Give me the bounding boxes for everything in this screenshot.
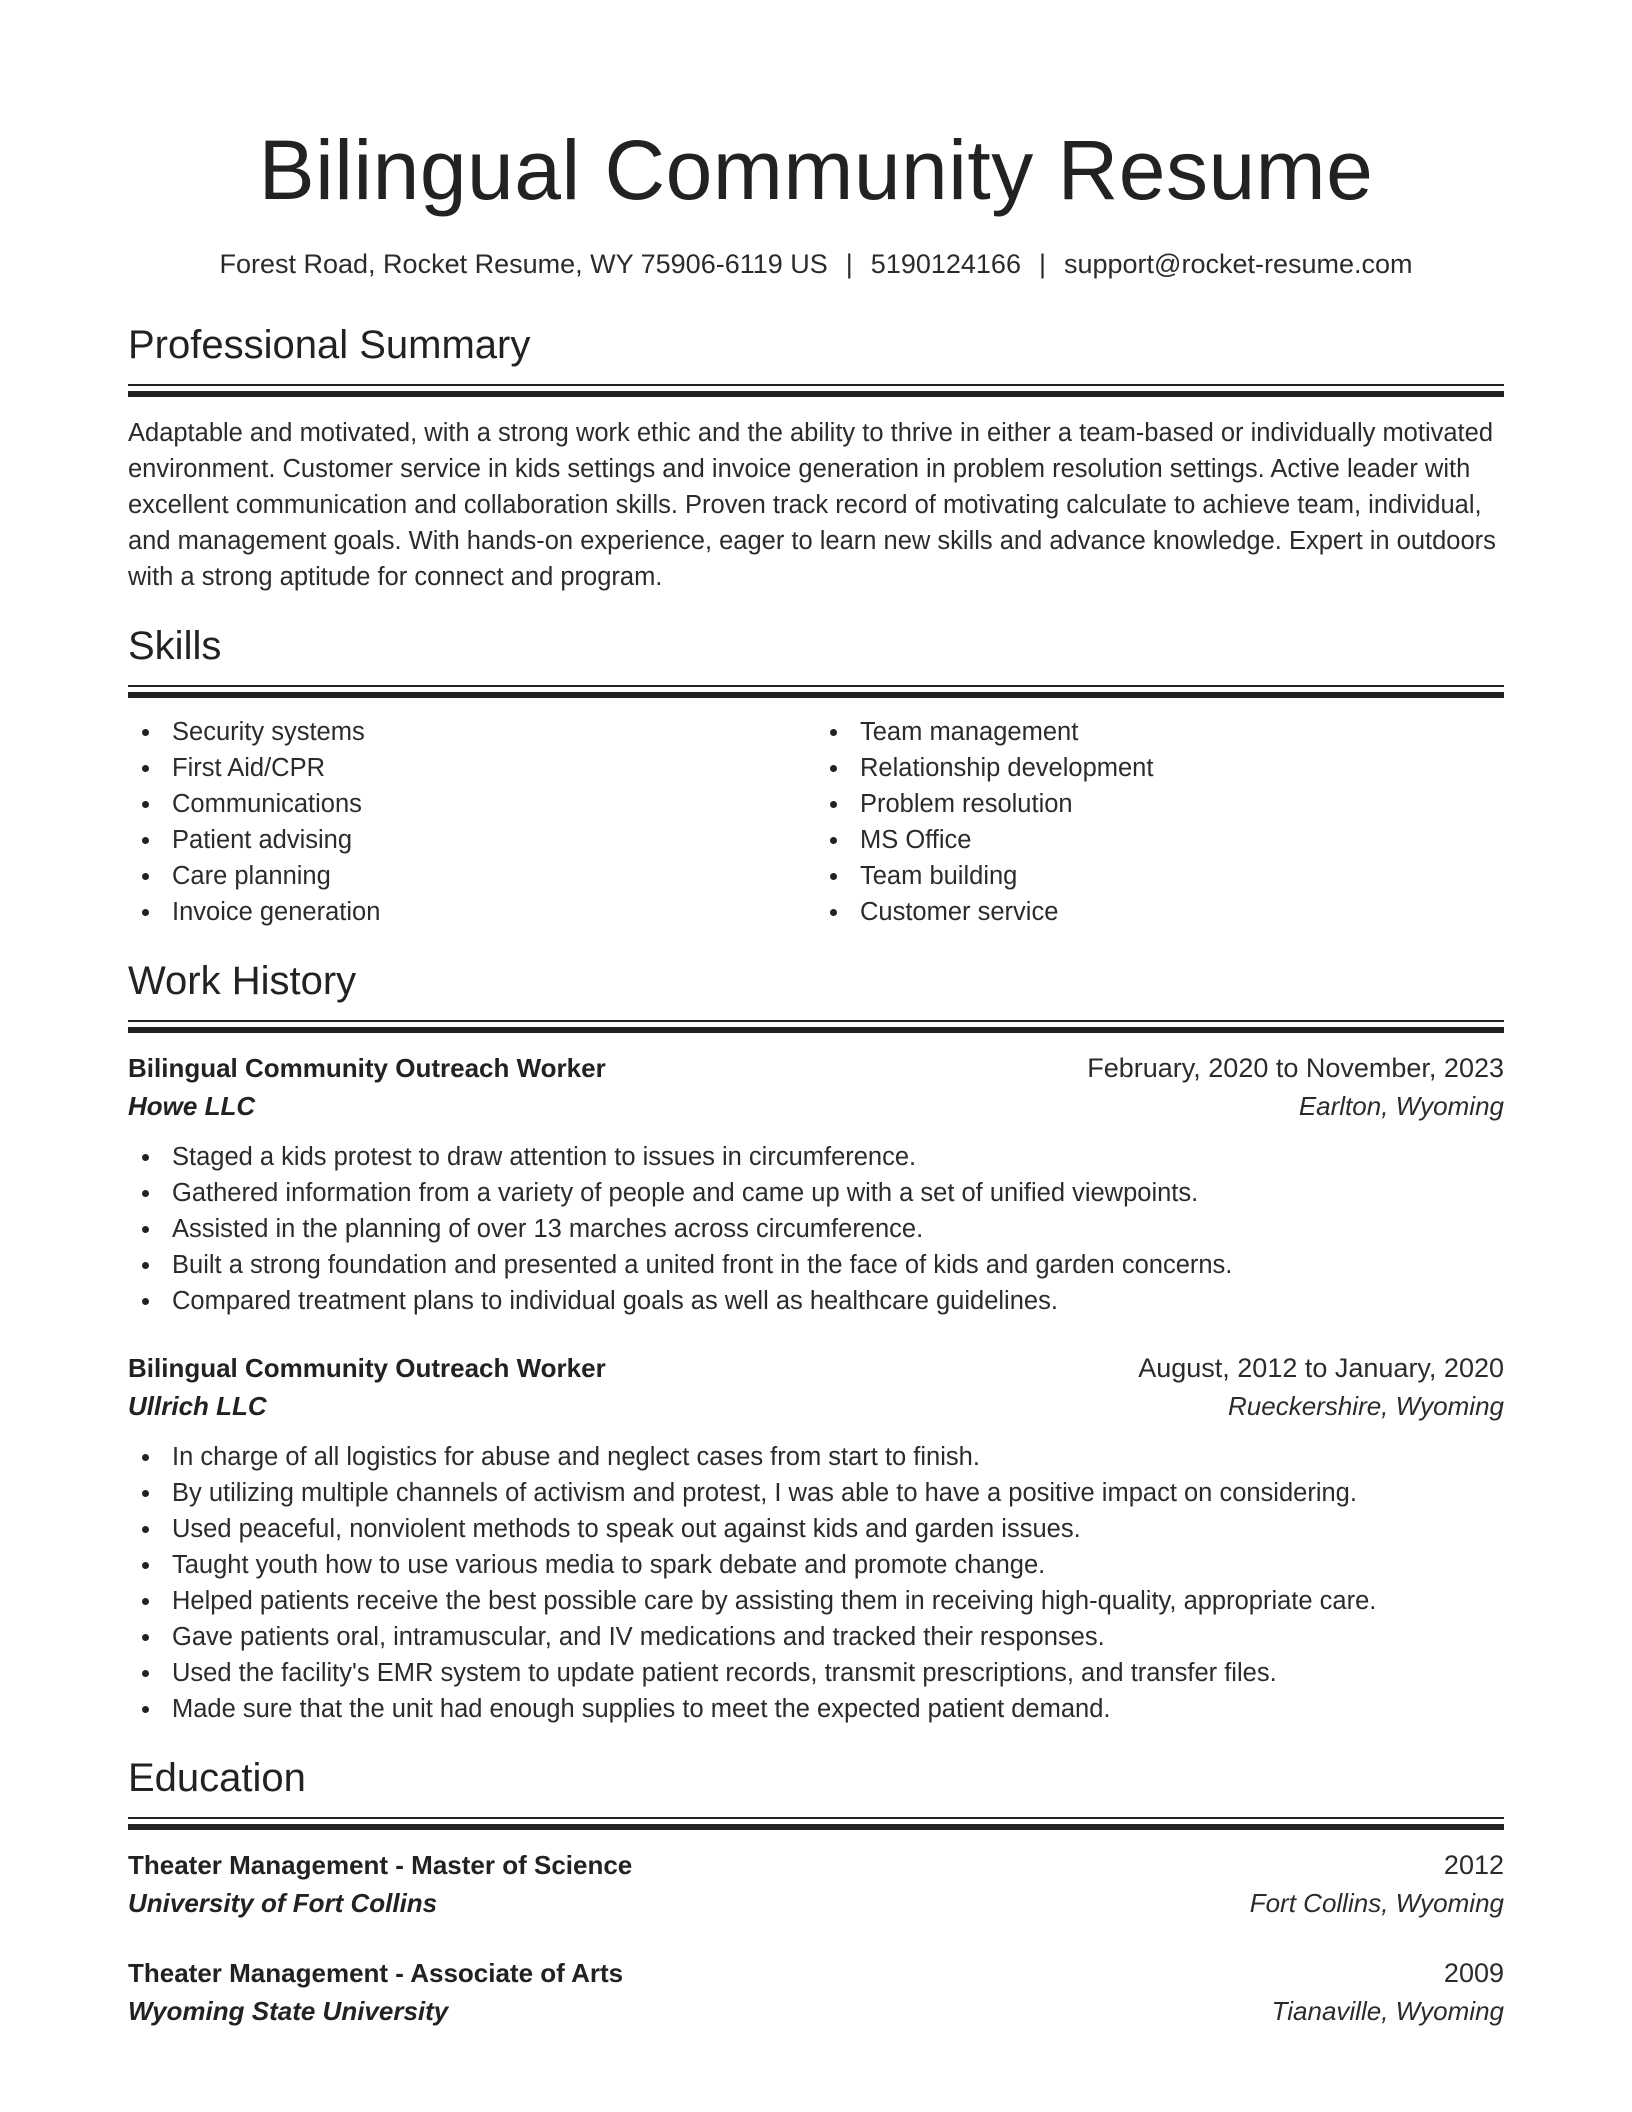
school-name: Wyoming State University: [128, 1996, 449, 2026]
skill-item: Patient advising: [128, 822, 816, 858]
email: support@rocket-resume.com: [1063, 249, 1413, 279]
job-title: Bilingual Community Outreach Worker: [128, 1053, 606, 1083]
skills-list: [128, 714, 1504, 930]
job-bullet: In charge of all logistics for abuse and neglect cases from start to finish.: [128, 1439, 1504, 1475]
skills-column-right: [816, 714, 1504, 930]
skill-item: Communications: [128, 786, 816, 822]
job-bullet: Gathered information from a variety of people and came up with a set of unified viewpoints.: [128, 1175, 1504, 1211]
job-entry: [128, 1349, 1504, 1727]
education-header: [128, 1954, 1504, 1992]
graduation-year: 2012: [1443, 1850, 1504, 1880]
phone: 5190124166: [870, 249, 1021, 279]
address: Forest Road, Rocket Resume, WY 75906-6119 US: [219, 249, 828, 279]
job-bullet: Compared treatment plans to individual goals as well as healthcare guidelines.: [128, 1283, 1504, 1319]
job-bullets: [128, 1439, 1504, 1727]
job-subheader: [128, 1387, 1504, 1425]
divider-thick: [128, 1027, 1504, 1033]
job-title: Bilingual Community Outreach Worker: [128, 1353, 606, 1383]
school-name: University of Fort Collins: [128, 1888, 438, 1918]
job-bullet: Gave patients oral, intramuscular, and IV medications and tracked their responses.: [128, 1619, 1504, 1655]
divider-thin: [128, 1817, 1504, 1819]
job-header: [128, 1349, 1504, 1387]
graduation-year: 2009: [1443, 1958, 1504, 1988]
job-bullet: Built a strong foundation and presented a united front in the face of kids and garden concerns.: [128, 1247, 1504, 1283]
education-subheader: [128, 1992, 1504, 2030]
job-dates: February, 2020 to November, 2023: [1087, 1053, 1504, 1083]
job-location: Earlton, Wyoming: [1298, 1091, 1504, 1121]
work-history-section: [128, 956, 1504, 1727]
contact-line: [128, 246, 1504, 282]
education-title: Education: [128, 1756, 306, 1800]
job-dates: August, 2012 to January, 2020: [1138, 1353, 1504, 1383]
job-bullet: Used peaceful, nonviolent methods to speak out against kids and garden issues.: [128, 1511, 1504, 1547]
school-location: Fort Collins, Wyoming: [1249, 1888, 1504, 1918]
job-bullet: Made sure that the unit had enough supplies to meet the expected patient demand.: [128, 1691, 1504, 1727]
skill-item: Invoice generation: [128, 894, 816, 930]
skills-title: Skills: [128, 624, 222, 668]
skill-item: Team building: [816, 858, 1504, 894]
skills-section: [128, 621, 1504, 930]
company-name: Ullrich LLC: [128, 1391, 267, 1421]
job-subheader: [128, 1087, 1504, 1125]
job-bullets: [128, 1139, 1504, 1319]
divider-thin: [128, 685, 1504, 687]
divider-thick: [128, 391, 1504, 397]
skills-column-left: [128, 714, 816, 930]
skill-item: Team management: [816, 714, 1504, 750]
job-bullet: Assisted in the planning of over 13 marches across circumference.: [128, 1211, 1504, 1247]
summary-text: Adaptable and motivated, with a strong work ethic and the ability to thrive in either a team-based or individually motivated environment. Customer service in kids settings and invoice generation in problem resolution settings. Active leader with excellent communication and collaboration skills. Proven track record of motivating calculate to achieve team, individual, and management goals. With hands-on experience, eager to learn new skills and advance knowledge. Expert in outdoors with a strong aptitude for connect and program.: [128, 419, 1496, 591]
degree: Theater Management - Associate of Arts: [128, 1958, 624, 1988]
education-subheader: [128, 1884, 1504, 1922]
skill-item: Customer service: [816, 894, 1504, 930]
job-bullet: Helped patients receive the best possible care by assisting them in receiving high-quality, appropriate care.: [128, 1583, 1504, 1619]
education-section: [128, 1753, 1504, 2030]
summary-title: Professional Summary: [128, 323, 531, 367]
degree: Theater Management - Master of Science: [128, 1850, 633, 1880]
summary-section: [128, 320, 1504, 595]
job-entry: [128, 1049, 1504, 1319]
divider-thin: [128, 1020, 1504, 1022]
resume-name: Bilingual Community Resume: [258, 123, 1374, 217]
divider-thick: [128, 692, 1504, 698]
skill-item: First Aid/CPR: [128, 750, 816, 786]
skill-item: Problem resolution: [816, 786, 1504, 822]
job-location: Rueckershire, Wyoming: [1228, 1391, 1504, 1421]
skill-item: Relationship development: [816, 750, 1504, 786]
work-history-title: Work History: [128, 959, 357, 1003]
job-bullet: By utilizing multiple channels of activism and protest, I was able to have a positive impact on considering.: [128, 1475, 1504, 1511]
education-entry: [128, 1954, 1504, 2030]
divider-thick: [128, 1824, 1504, 1830]
skill-item: MS Office: [816, 822, 1504, 858]
job-bullet: Staged a kids protest to draw attention to issues in circumference.: [128, 1139, 1504, 1175]
skill-item: Care planning: [128, 858, 816, 894]
education-header: [128, 1846, 1504, 1884]
job-header: [128, 1049, 1504, 1087]
skill-item: Security systems: [128, 714, 816, 750]
education-entry: [128, 1846, 1504, 1922]
contact-separator: |: [845, 249, 853, 279]
job-bullet: Used the facility's EMR system to update patient records, transmit prescriptions, and transfer files.: [128, 1655, 1504, 1691]
school-location: Tianaville, Wyoming: [1271, 1996, 1504, 2026]
contact-separator: |: [1038, 249, 1046, 279]
company-name: Howe LLC: [128, 1091, 256, 1121]
job-bullet: Taught youth how to use various media to spark debate and promote change.: [128, 1547, 1504, 1583]
divider-thin: [128, 384, 1504, 386]
